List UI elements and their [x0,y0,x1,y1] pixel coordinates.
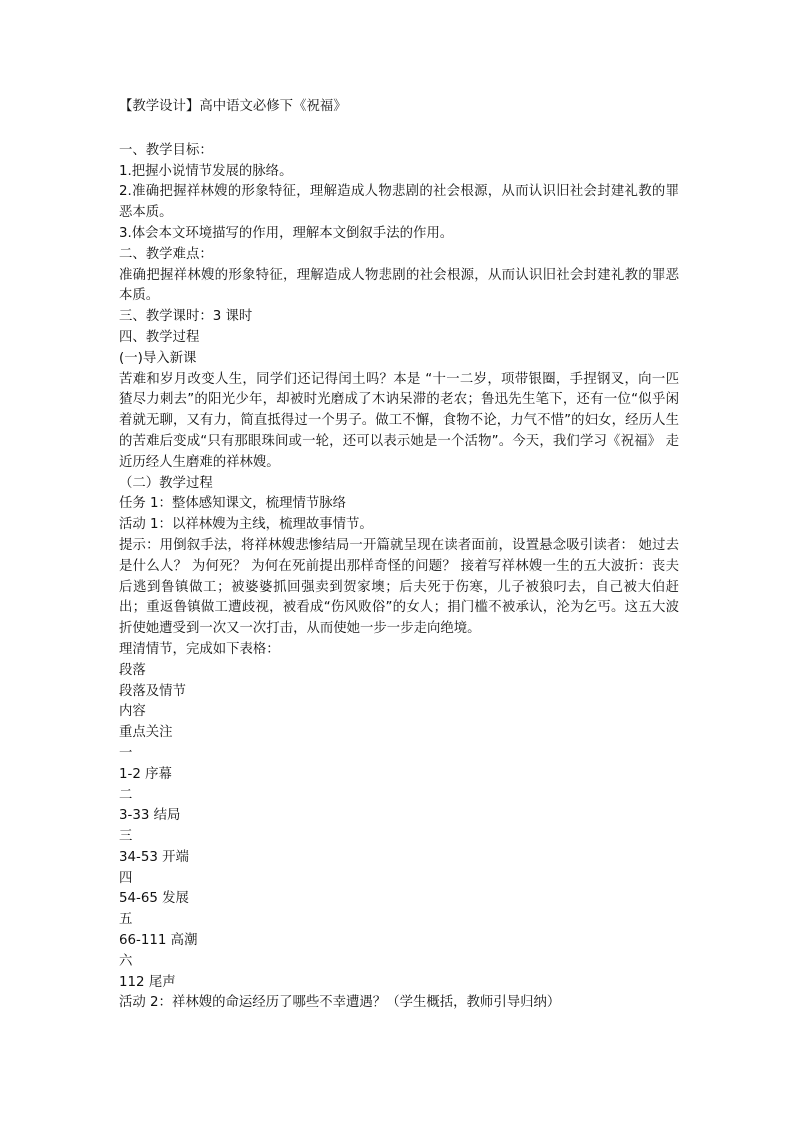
spacer [119,118,679,141]
objective-item-3: 3.体会本文环境描写的作用，理解本文倒叙手法的作用。 [119,225,454,241]
table-row-number: 六 [119,953,133,969]
table-row-number: 五 [119,912,133,928]
table-row-number: 一 [119,745,133,761]
table-row-detail: 112 尾声 [119,974,176,990]
table-header-content: 内容 [119,704,146,720]
table-header-paragraph: 段落 [119,662,146,678]
table-header-focus: 重点关注 [119,725,173,741]
activity-1-heading: 活动 1：以祥林嫂为主线，梳理故事情节。 [119,517,373,533]
difficulty-text: 准确把握祥林嫂的形象特征，理解造成人物悲剧的社会根源，从而认识旧社会封建礼教的罪恶本质。 [119,267,679,304]
table-row-detail: 66-111 高潮 [119,933,198,949]
activity-2-heading: 活动 2：祥林嫂的命运经历了哪些不幸遭遇？（学生概括，教师引导归纳） [119,995,561,1011]
table-row-detail: 3-33 结局 [119,808,181,824]
section-heading-process: 四、教学过程 [119,329,200,345]
section-heading-periods: 三、教学课时：3 课时 [119,309,253,325]
table-row-detail: 1-2 序幕 [119,766,172,782]
task-1-heading: 任务 1：整体感知课文，梳理情节脉络 [119,496,347,512]
intro-paragraph: 苦难和岁月改变人生，同学们还记得闰土吗？本是 “十一二岁，项带银圈，手捏钢叉，向一匹猹尽力刺去”的阳光少年，却被时光磨成了木讷呆滞的老农；鲁迅先生笔下，还有一位“似乎闲着就无聊，又有力，简直抵得过一个男子。做工不懈，食物不论，力气不惜”的妇女，经历人生的苦难后变成“只有那眼珠间或一轮，还可以表示她是一个活物”。今天，我们学习《祝福》 走近历经人生磨难的祥林嫂。 [119,371,679,470]
hint-paragraph: 提示：用倒叙手法，将祥林嫂悲惨结局一开篇就呈现在读者面前，设置悬念吸引读者： 她过去是什么人？ 为何死？ 为何在死前提出那样奇怪的问题？ 接着写祥林嫂一生的五大波折：丧夫后逃到鲁镇做工；被婆婆抓回强卖到贺家墺；后夫死于伤寒，儿子被狼叼去，自己被大伯赶出；重返鲁镇做工遭歧视，被看成“伤风败俗”的女人；捐门槛不被承认，沦为乞丐。这五大波折使她遭受到一次又一次打击，从而使她一步一步走向绝境。 [119,537,679,637]
objective-item-1: 1.把握小说情节发展的脉络。 [119,163,293,179]
subsection-intro-heading: (一)导入新课 [119,350,197,366]
table-row-detail: 54-65 发展 [119,891,189,907]
subsection-process-heading: （二）教学过程 [119,475,213,491]
table-intro: 理清情节，完成如下表格： [119,641,280,657]
table-row-number: 四 [119,870,133,886]
section-heading-objectives: 一、教学目标： [119,142,213,158]
table-row-detail: 34-53 开端 [119,849,189,865]
objective-item-2: 2.准确把握祥林嫂的形象特征，理解造成人物悲剧的社会根源，从而认识旧社会封建礼教的罪恶本质。 [119,184,679,221]
section-heading-difficulty: 二、教学难点： [119,246,213,262]
document-title: 【教学设计】高中语文必修下《祝福》 [119,99,347,114]
document-body [119,97,679,1014]
table-header-plot: 段落及情节 [119,683,186,699]
table-row-number: 三 [119,829,133,845]
table-row-number: 二 [119,787,133,803]
